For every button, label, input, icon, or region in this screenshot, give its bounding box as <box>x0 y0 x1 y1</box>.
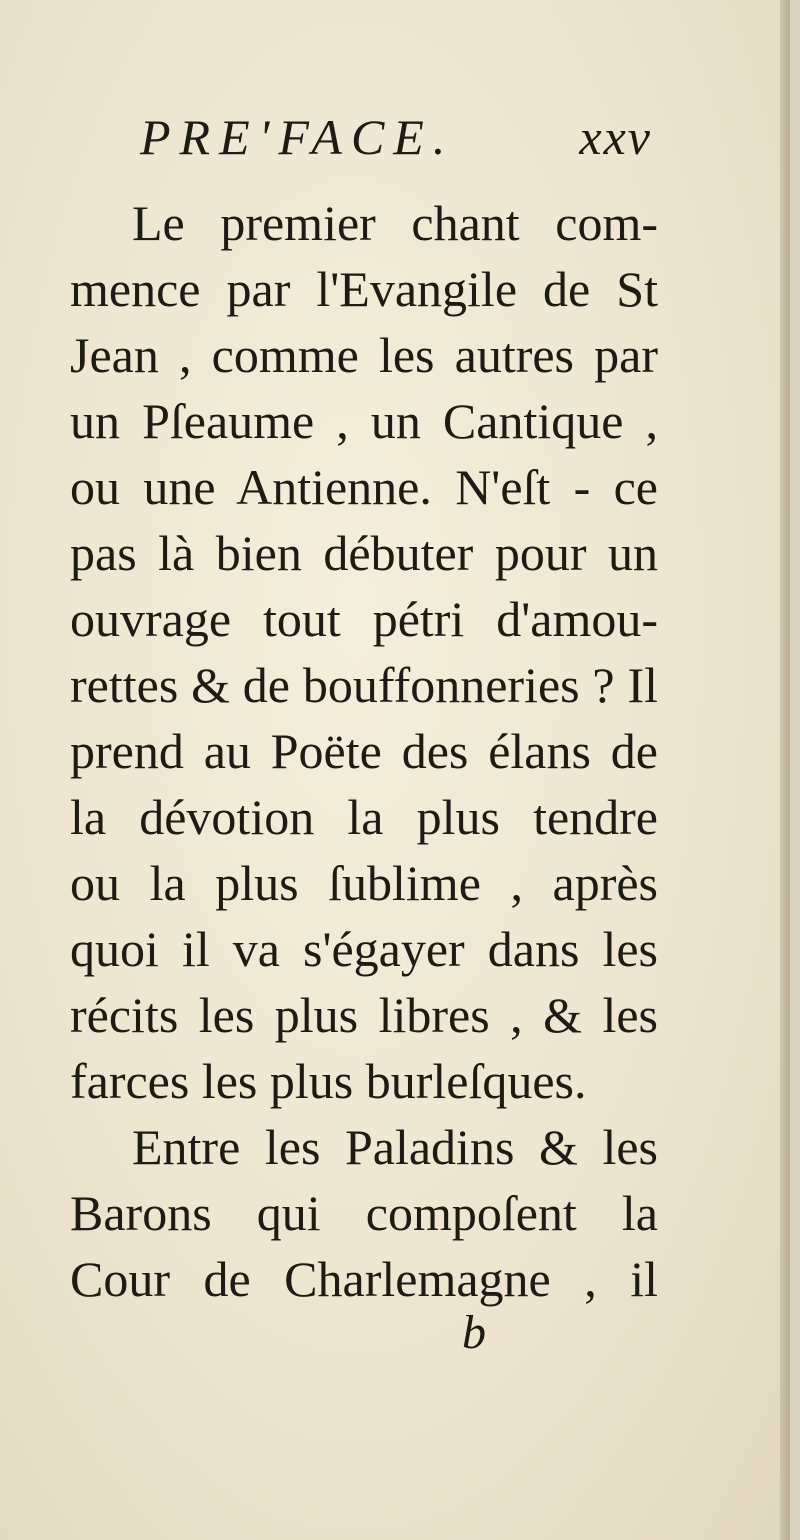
text-line: récits les plus libres , & les <box>70 987 658 1043</box>
text-line: la dévotion la plus tendre <box>70 789 658 845</box>
text-line: pas là bien débuter pour un <box>70 525 658 581</box>
text-line: rettes & de bouffonneries ? Il <box>70 657 658 713</box>
text-line: prend au Poëte des élans de <box>70 723 658 779</box>
text-line: Entre les Paladins & les <box>132 1119 658 1175</box>
text-line: mence par l'Evangile de St <box>70 261 658 317</box>
text-line: Barons qui compoſent la <box>70 1185 658 1241</box>
signature-mark: b <box>462 1306 486 1359</box>
text-line: Cour de Charlemagne , il <box>70 1251 658 1307</box>
text-line: ouvrage tout pétri d'amou- <box>70 591 658 647</box>
text-line: Le premier chant com- <box>132 195 658 251</box>
text-line: Jean , comme les autres par <box>70 327 658 383</box>
running-head <box>140 102 660 172</box>
text-line: ou une Antienne. N'eſt - ce <box>70 459 658 515</box>
running-title: PRE'FACE. <box>140 109 455 165</box>
page-edge <box>780 0 790 1540</box>
text-line: quoi il va s'égayer dans les <box>70 921 658 977</box>
text-line: ou la plus ſublime , après <box>70 855 658 911</box>
page-number: xxv <box>579 109 652 165</box>
text-line: farces les plus burleſques. <box>70 1053 587 1109</box>
text-line: un Pſeaume , un Cantique , <box>70 393 658 449</box>
